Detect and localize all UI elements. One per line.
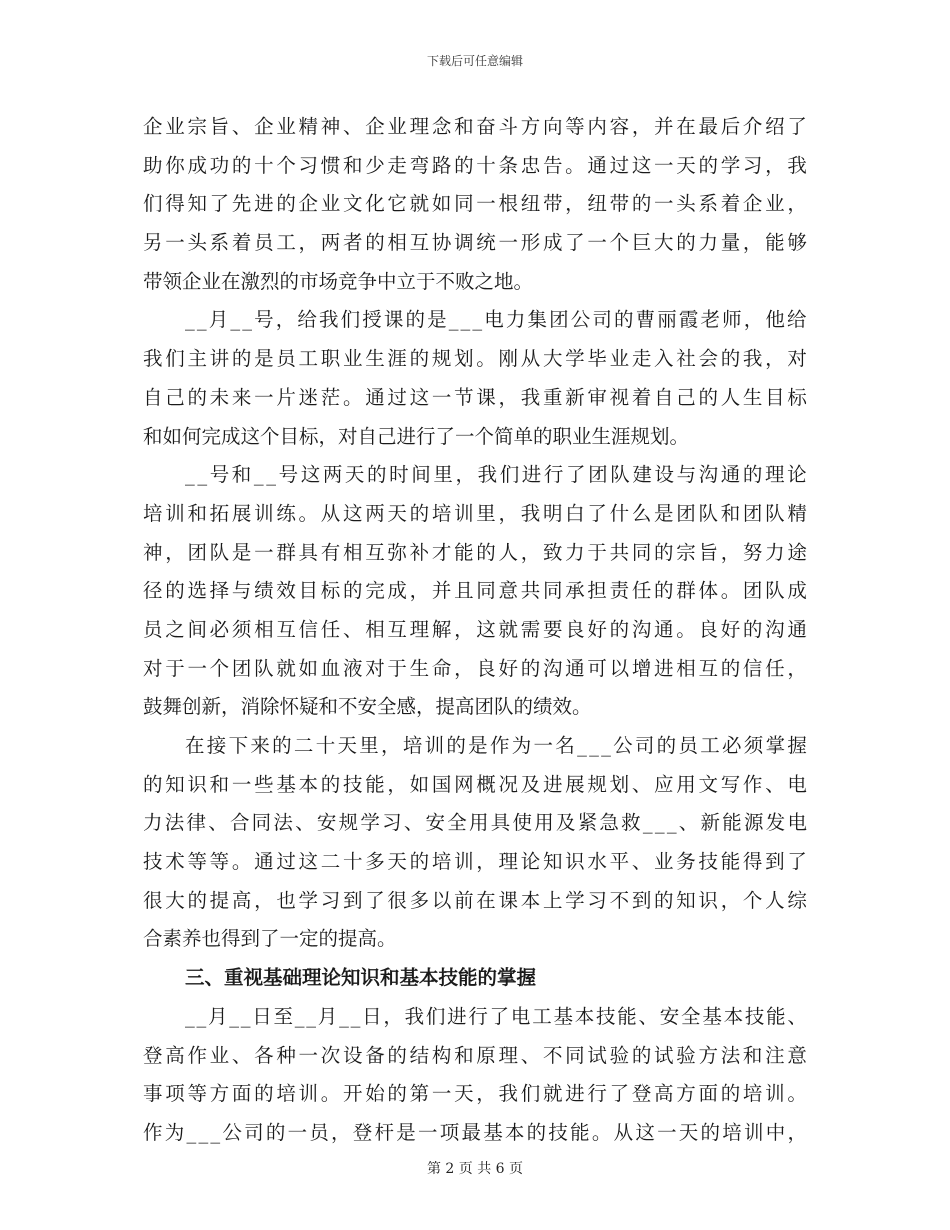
text-line: 我 们 主 讲 的 是 员 工 职 业 生 涯 的 规 划 。 刚 从 大 学 毕 业 走 入 社 会 的 我 ， 对	[143, 347, 807, 371]
text-line: 事 项 等 方 面 的 培 训 。 开 始 的 第 一 天 ， 我 们 就 进 行 了 登 高 方 面 的 培 训 。	[143, 1082, 807, 1106]
text-line: 作 为 _ _ _ 公 司 的 一 员 ， 登 杆 是 一 项 最 基 本 的 技 能 。 从 这 一 天 的 培 训 中 ，	[143, 1120, 807, 1144]
text-line: _ _ 号 和 _ _ 号 这 两 天 的 时 间 里 ， 我 们 进 行 了 团 队 建 设 与 沟 通 的 理 论	[185, 463, 807, 487]
section-heading: 三、重视基础理论知识和基本技能的掌握	[185, 966, 537, 990]
text-line: 登 高 作 业 、 各 种 一 次 设 备 的 结 构 和 原 理 、 不 同 试 验 的 试 验 方 法 和 注 意	[143, 1043, 807, 1067]
page-header: 下载后可任意编辑	[426, 54, 523, 68]
text-line: 培 训 和 拓 展 训 练 。 从 这 两 天 的 培 训 里 ， 我 明 白 了 什 么 是 团 队 和 团 队 精	[143, 501, 807, 525]
text-line: 企 业 宗 旨 、 企 业 精 神 、 企 业 理 念 和 奋 斗 方 向 等 内 容 ， 并 在 最 后 介 绍 了	[143, 115, 807, 138]
document-body	[143, 108, 807, 1153]
text-line: 鼓舞创新，消除怀疑和不安全感，提高团队的绩效。	[143, 695, 592, 719]
text-line: _ _ 月 _ _ 日 至 _ _ 月 _ _ 日 ， 我 们 进 行 了 电 工 基 本 技 能 、 安 全 基 本 技 能 、	[185, 1004, 807, 1028]
text-line: 员 之 间 必 须 相 互 信 任 、 相 互 理 解 ， 这 就 需 要 良 好 的 沟 通 。 良 好 的 沟 通	[143, 617, 807, 641]
text-line: 神 ， 团 队 是 一 群 具 有 相 互 弥 补 才 能 的 人 ， 致 力 于 共 同 的 宗 旨 ， 努 力 途	[143, 540, 807, 564]
text-line: 力 法 律 、 合 同 法 、 安 规 学 习 、 安 全 用 具 使 用 及 紧 急 救 _ _ _ 、 新 能 源 发 电	[143, 811, 807, 835]
text-line: 合素养也得到了一定的提高。	[143, 927, 397, 951]
text-line: 助 你 成 功 的 十 个 习 惯 和 少 走 弯 路 的 十 条 忠 告 。 通 过 这 一 天 的 学 习 ， 我	[143, 153, 807, 177]
text-line: 的 知 识 和 一 些 基 本 的 技 能 ， 如 国 网 概 况 及 进 展 规 划 、 应 用 文 写 作 、 电	[143, 772, 807, 796]
text-line: 径 的 选 择 与 绩 效 目 标 的 完 成 ， 并 且 同 意 共 同 承 担 责 任 的 群 体 。 团 队 成	[143, 579, 807, 603]
text-line: 带领企业在激烈的市场竞争中立于不败之地。	[143, 269, 534, 293]
text-line: 和如何完成这个目标，对自己进行了一个简单的职业生涯规划。	[143, 424, 690, 448]
text-line: 技 术 等 等 。 通 过 这 二 十 多 天 的 培 训 ， 理 论 知 识 水 平 、 业 务 技 能 得 到 了	[143, 850, 807, 874]
text-line: _ _ 月 _ _ 号 ， 给 我 们 授 课 的 是 _ _ _ 电 力 集 团 公 司 的 曹 丽 霞 老 师 ， 他 给	[185, 308, 807, 332]
text-line: 很 大 的 提 高 ， 也 学 习 到 了 很 多 以 前 在 课 本 上 学 习 不 到 的 知 识 ， 个 人 综	[143, 888, 807, 912]
text-line: 在 接 下 来 的 二 十 天 里 ， 培 训 的 是 作 为 一 名 _ _ _ 公 司 的 员 工 必 须 掌 握	[185, 734, 807, 757]
page-footer: 第 2 页 共 6 页	[426, 1161, 524, 1177]
text-line: 自 己 的 未 来 一 片 迷 茫 。 通 过 这 一 节 课 ， 我 重 新 审 视 着 自 己 的 人 生 目 标	[143, 385, 807, 409]
text-line: 们 得 知 了 先 进 的 企 业 文 化 它 就 如 同 一 根 纽 带 ， 纽 带 的 一 头 系 着 企 业 ，	[143, 192, 807, 216]
text-line: 对 于 一 个 团 队 就 如 血 液 对 于 生 命 ， 良 好 的 沟 通 可 以 增 进 相 互 的 信 任 ，	[143, 656, 807, 680]
text-line: 另 一 头 系 着 员 工 ， 两 者 的 相 互 协 调 统 一 形 成 了 一 个 巨 大 的 力 量 ， 能 够	[143, 231, 807, 255]
